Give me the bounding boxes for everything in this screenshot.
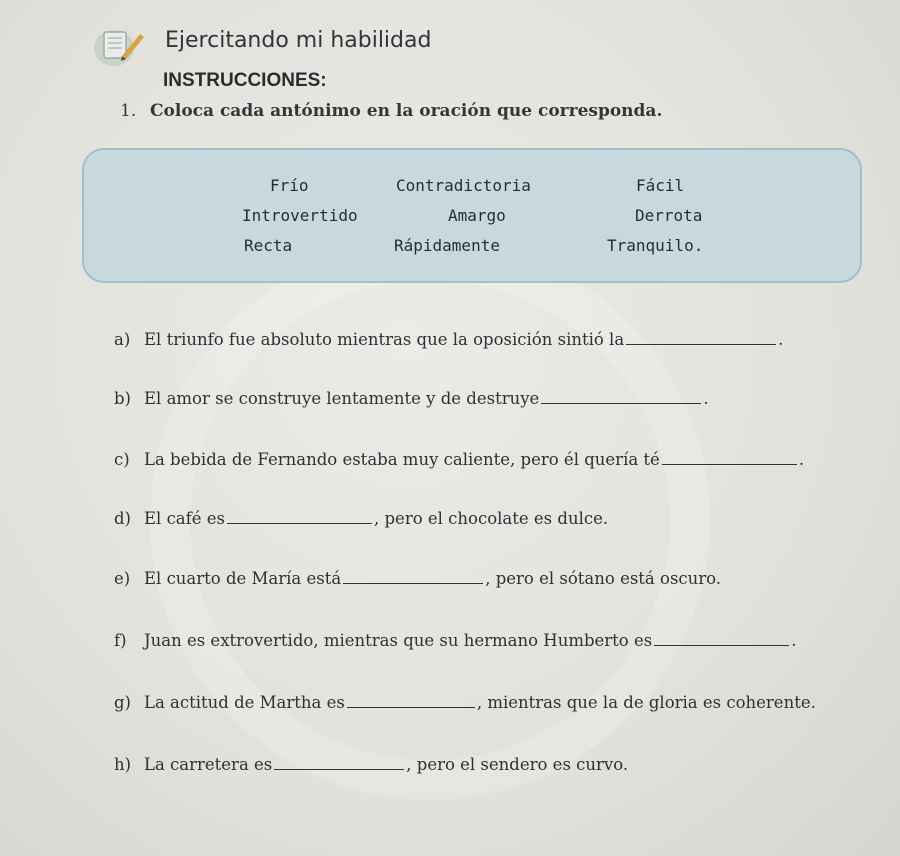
sentence-b — [114, 389, 709, 408]
sentence-text-after: , mientras que la de gloria es coherente. — [476, 693, 816, 712]
sentence-text-after: , pero el sótano está oscuro. — [485, 569, 722, 588]
word-bank-item: Recta — [244, 236, 293, 255]
sentence-text-before: El amor se construye lentamente y de destruye — [144, 389, 540, 408]
sentence-c — [114, 450, 804, 469]
sentence-letter: d) — [114, 509, 131, 528]
sentence-g — [114, 693, 816, 712]
sentence-letter: b) — [114, 389, 131, 408]
answer-blank[interactable] — [662, 450, 797, 465]
word-bank-item: Rápidamente — [394, 236, 500, 255]
sentence-text-before: La bebida de Fernando estaba muy caliente, pero él quería té — [144, 450, 660, 469]
sentence-text-after: . — [778, 330, 784, 349]
sentence-text-before: La actitud de Martha es — [144, 693, 345, 712]
answer-blank[interactable] — [343, 569, 483, 584]
word-bank-item: Amargo — [448, 206, 506, 225]
page-title: Ejercitando mi habilidad — [165, 28, 432, 53]
answer-blank[interactable] — [347, 693, 475, 708]
sentence-d — [114, 509, 608, 528]
answer-blank[interactable] — [541, 389, 701, 404]
notebook-pencil-icon — [92, 24, 150, 68]
sentence-text-before: El triunfo fue absoluto mientras que la oposición sintió la — [144, 330, 625, 349]
sentence-text-after: . — [798, 450, 805, 469]
word-bank-item: Introvertido — [242, 206, 358, 225]
answer-blank[interactable] — [626, 330, 776, 345]
sentence-a — [114, 330, 783, 349]
answer-blank[interactable] — [227, 509, 372, 524]
word-bank-item: Tranquilo. — [607, 236, 704, 255]
word-bank-item: Frío — [270, 176, 309, 195]
answer-blank[interactable] — [274, 755, 404, 770]
sentence-letter: a) — [114, 330, 131, 349]
sentence-text-before: El cuarto de María está — [144, 569, 342, 588]
instructions-label: INSTRUCCIONES: — [163, 70, 327, 91]
sentence-text-before: El café es — [144, 509, 225, 528]
answer-blank[interactable] — [654, 631, 789, 646]
word-bank-item: Contradictoria — [396, 176, 531, 195]
sentence-text-after: . — [791, 631, 797, 650]
sentence-letter: e) — [114, 569, 131, 588]
step-text: Coloca cada antónimo en la oración que corresponda. — [150, 101, 663, 121]
sentence-text-after: , pero el sendero es curvo. — [406, 755, 629, 774]
sentence-letter: f) — [114, 631, 127, 650]
sentence-f — [114, 631, 796, 650]
sentence-text-after: . — [703, 389, 709, 408]
word-bank — [82, 148, 862, 283]
sentence-letter: g) — [114, 693, 131, 712]
sentence-text-before: Juan es extrovertido, mientras que su hermano Humberto es — [144, 631, 653, 650]
sentence-h — [114, 755, 628, 774]
step-number: 1. — [120, 101, 137, 121]
sentence-letter: h) — [114, 755, 132, 774]
word-bank-item: Fácil — [636, 176, 685, 195]
word-bank-item: Derrota — [635, 206, 703, 225]
sentence-text-after: , pero el chocolate es dulce. — [374, 509, 609, 528]
sentence-text-before: La carretera es — [144, 755, 273, 774]
sentence-letter: c) — [114, 450, 130, 469]
step-instruction — [120, 101, 662, 121]
sentence-e — [114, 569, 721, 588]
